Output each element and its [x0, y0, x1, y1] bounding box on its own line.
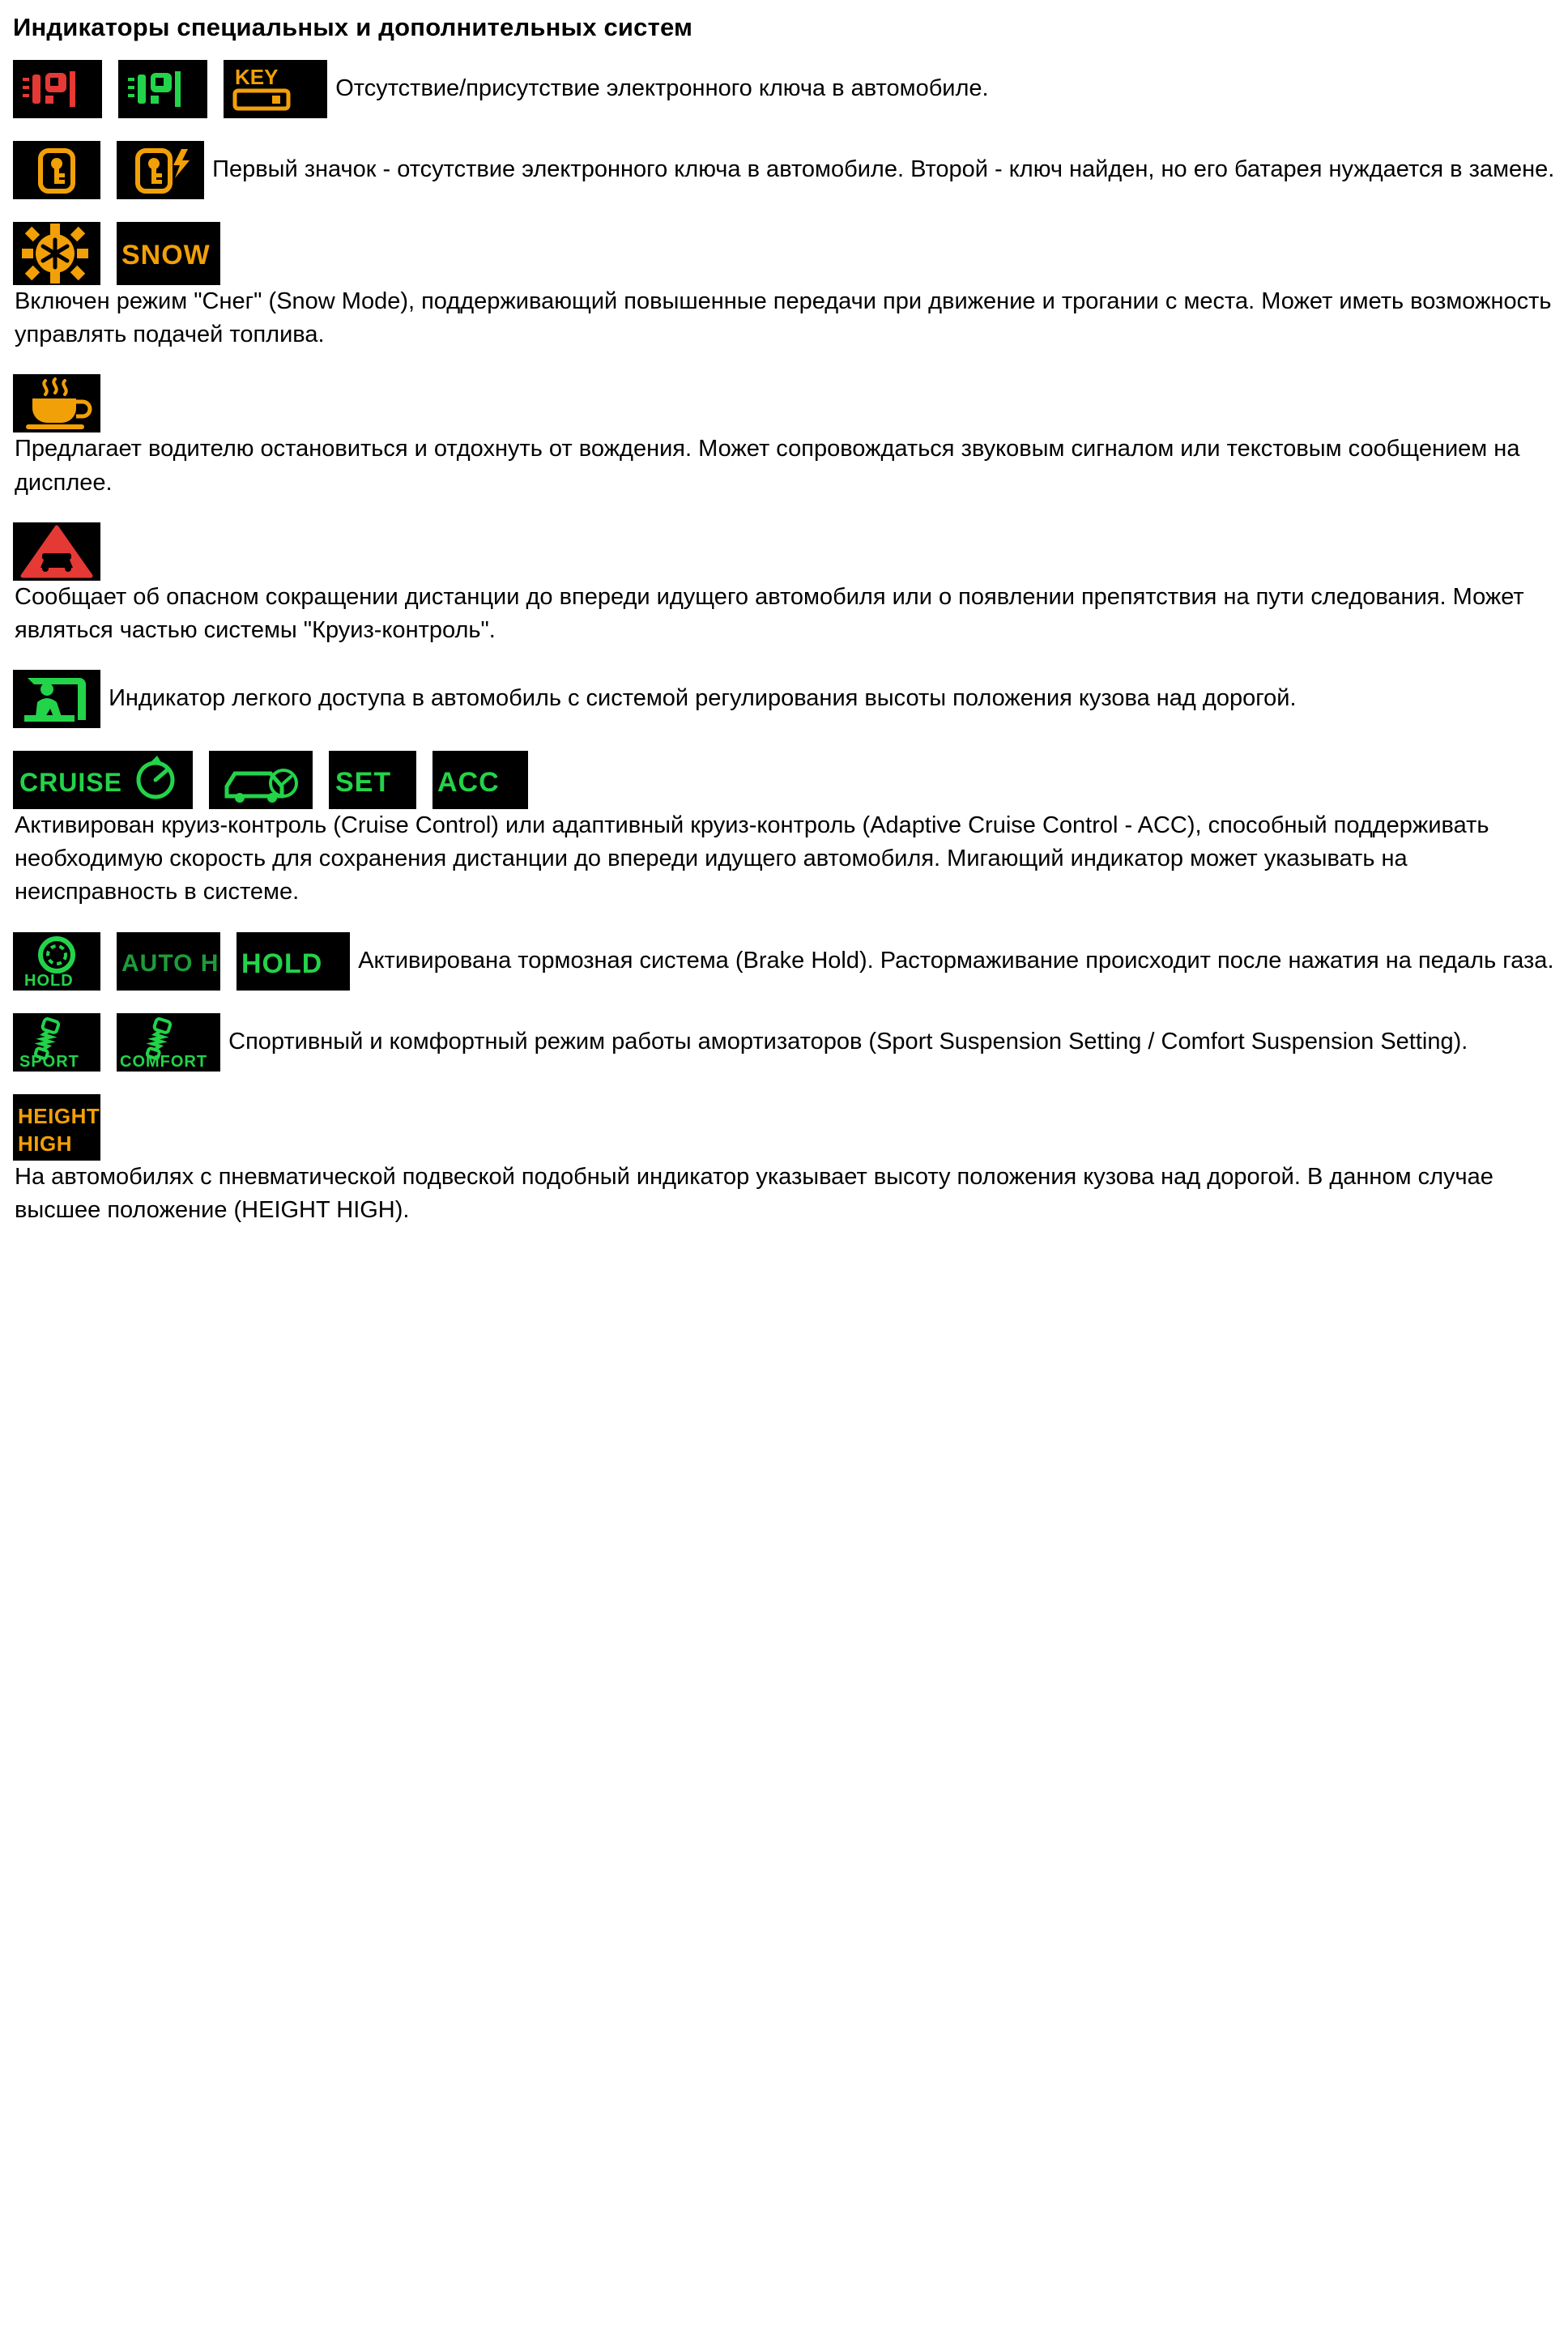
entry-text: Первый значок - отсутствие электронного ключа в автомобиле. Второй - ключ найден, но его батарея нуждается в замене. — [212, 156, 1555, 183]
entry-text: Сообщает об опасном сокращении дистанции до впереди идущего автомобиля или о появлении препятствия на пути следования. Может являться частью системы "Круиз-контроль". — [15, 583, 1524, 643]
page-title: Индикаторы специальных и дополнительных систем — [13, 13, 693, 41]
comfort-suspension-green-icon — [117, 1013, 220, 1072]
svg-text:COMFORT: COMFORT — [120, 1052, 208, 1071]
entry-text: Предлагает водителю остановиться и отдохнуть от вождения. Может сопровождаться звуковым сигналом или текстовым сообщением на дисплее. — [15, 436, 1520, 496]
entry-text: Спортивный и комфортный режим работы амортизаторов (Sport Suspension Setting / Comfort Suspension Setting). — [228, 1028, 1468, 1055]
height-high-amber-icon — [13, 1094, 100, 1161]
entry-height-high — [13, 1094, 1555, 1227]
key-amber-icon — [224, 60, 327, 118]
snow-text-amber-icon — [117, 222, 220, 285]
entry-snow-mode — [13, 222, 1555, 352]
entry-easy-access — [13, 670, 1555, 728]
svg-text:ACC: ACC — [437, 767, 500, 799]
svg-text:AUTO H: AUTO H — [121, 949, 219, 977]
entry-rest-reminder — [13, 374, 1555, 499]
key-fob-battery-amber-icon — [117, 141, 204, 199]
entry-text: Включен режим "Снег" (Snow Mode), поддерживающий повышенные передачи при движение и трогании с места. Может иметь возможность управлять подачей топлива. — [15, 288, 1552, 348]
hold-text-green-icon — [236, 932, 350, 991]
easy-access-green-icon — [13, 670, 100, 728]
key-fob-amber-icon — [13, 141, 100, 199]
key-present-green-icon — [118, 60, 207, 118]
entry-cruise-control — [13, 751, 1555, 910]
entry-text: Активирована тормозная система (Brake Hold). Растормаживание происходит после нажатия на педаль газа. — [358, 947, 1554, 974]
key-absent-red-icon — [13, 60, 102, 118]
entry-text: Активирован круиз-контроль (Cruise Control) или адаптивный круиз-контроль (Adaptive Cruise Control - ACC), способный поддерживать необходимую скорость для сохранения дистанции до впереди идущего автомобиля. Мигающий индикатор может указывать на неисправность в системе. — [15, 812, 1489, 905]
snowflake-gear-amber-icon — [13, 222, 100, 285]
entry-suspension-mode — [13, 1013, 1555, 1072]
svg-text:SET: SET — [335, 767, 392, 799]
svg-text:HOLD: HOLD — [241, 948, 323, 979]
icon-group — [13, 390, 100, 415]
svg-text:SPORT: SPORT — [19, 1052, 79, 1071]
entry-collision-warning — [13, 522, 1555, 647]
icon-group — [13, 947, 356, 990]
icon-group — [13, 766, 528, 799]
svg-text:CRUISE: CRUISE — [19, 768, 122, 798]
svg-text:KEY: KEY — [235, 65, 279, 89]
svg-text:HEIGHT: HEIGHT — [18, 1103, 100, 1128]
acc-text-green-icon — [432, 751, 528, 809]
icon-group — [13, 65, 334, 101]
icon-group — [13, 1103, 100, 1156]
icon-group — [13, 240, 220, 271]
icon-group — [13, 1028, 227, 1071]
icon-group — [13, 537, 100, 563]
sport-suspension-green-icon — [13, 1013, 100, 1072]
coffee-cup-amber-icon — [13, 374, 100, 432]
entry-brake-hold — [13, 932, 1555, 991]
set-text-green-icon — [329, 751, 416, 809]
entry-text: Индикатор легкого доступа в автомобиль с системой регулирования высоты положения кузова над дорогой. — [109, 685, 1297, 712]
adaptive-cruise-car-green-icon — [209, 751, 313, 809]
entry-key-presence — [13, 60, 1555, 118]
icon-group — [13, 685, 107, 711]
forward-collision-red-icon — [13, 522, 100, 581]
cruise-text-green-icon — [13, 751, 193, 809]
svg-text:SNOW: SNOW — [121, 240, 211, 271]
entry-key-battery — [13, 141, 1555, 199]
entry-text: На автомобилях с пневматической подвеской подобный индикатор указывает высоту положения кузова над дорогой. В данном случае высшее положение (HEIGHT HIGH). — [15, 1163, 1493, 1223]
hold-circle-green-icon — [13, 932, 100, 991]
svg-text:HIGH: HIGH — [18, 1131, 72, 1156]
icon-group — [13, 156, 211, 182]
entry-text: Отсутствие/присутствие электронного ключа в автомобиле. — [335, 75, 989, 102]
auto-h-green-icon — [117, 932, 220, 991]
svg-text:HOLD: HOLD — [24, 971, 74, 990]
